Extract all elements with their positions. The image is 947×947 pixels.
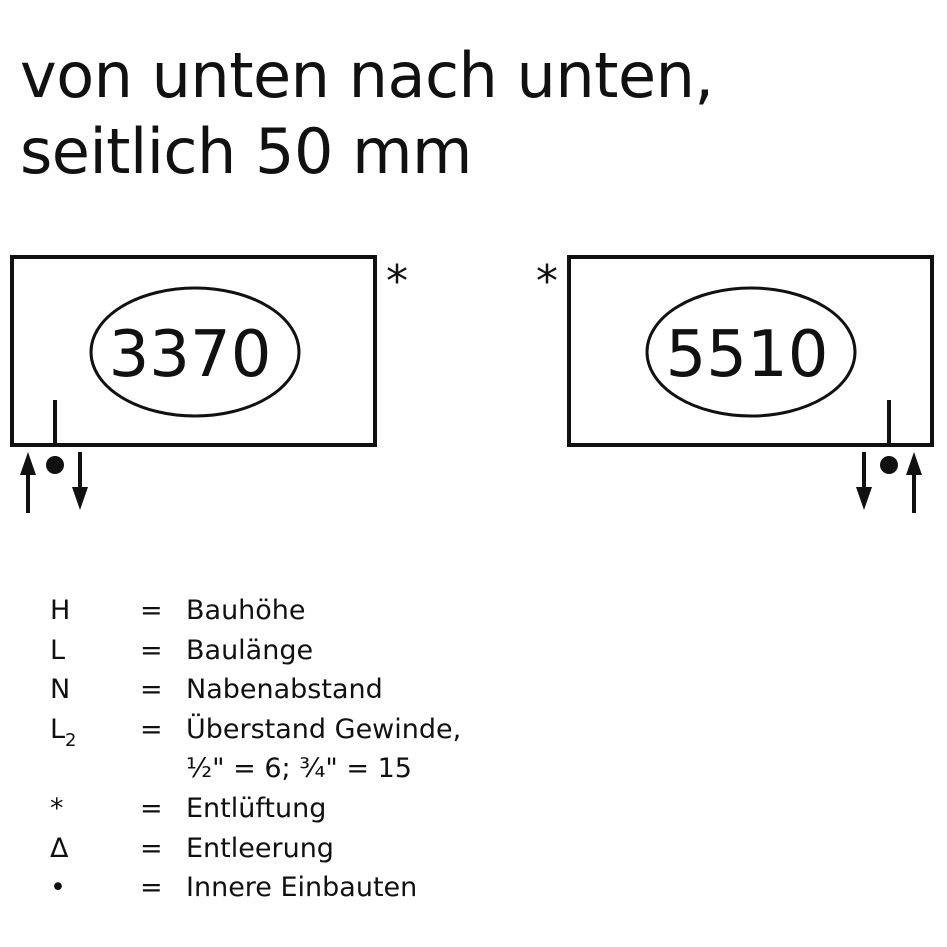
radiator-right: [536, 256, 932, 513]
legend-description: Innere Einbauten: [186, 872, 418, 903]
legend-symbol: Δ: [50, 832, 69, 864]
vent-marker-right: *: [536, 256, 558, 307]
legend-description: Baulänge: [186, 634, 314, 666]
arrow-up-left: [20, 452, 36, 513]
inner-fitting-dot-left: [46, 456, 64, 474]
legend-equals: =: [140, 832, 163, 864]
legend-description: Nabenabstand: [186, 674, 383, 705]
legend-equals: =: [140, 872, 163, 903]
radiator-left: [12, 256, 408, 513]
inner-fitting-dot-right: [880, 456, 898, 474]
legend-equals: =: [140, 634, 163, 666]
arrow-down-right: [856, 452, 872, 510]
legend-equals: =: [140, 793, 163, 824]
legend-equals: =: [140, 595, 163, 626]
legend-symbol-main: L: [50, 713, 66, 745]
legend-equals: =: [140, 713, 163, 745]
legend-description: Bauhöhe: [186, 595, 306, 626]
radiator-right-label: 5510: [665, 318, 829, 392]
arrow-up-right: [906, 452, 922, 513]
arrow-down-left: [72, 452, 88, 510]
legend-symbol: [50, 714, 110, 751]
vent-marker-left: *: [386, 256, 408, 307]
legend-symbol: L: [50, 634, 66, 666]
legend-description: Überstand Gewinde,: [186, 713, 462, 745]
legend-symbol: *: [50, 793, 64, 824]
page-title: [20, 38, 714, 190]
title-line-1: von unten nach unten,: [20, 39, 714, 112]
legend-symbol: N: [50, 674, 71, 705]
connection-diagram: [0, 230, 947, 520]
legend-description: Entleerung: [186, 832, 334, 864]
radiator-left-label: 3370: [108, 318, 272, 392]
legend-symbol-subscript: 2: [65, 729, 77, 751]
legend-equals: =: [140, 674, 163, 705]
legend-description: Entlüftung: [186, 793, 327, 824]
title-line-2: seitlich 50 mm: [20, 115, 472, 188]
legend-description: ½" = 6; ¾" = 15: [186, 753, 412, 784]
legend-symbol: H: [50, 595, 71, 626]
legend-symbol: •: [50, 872, 66, 903]
